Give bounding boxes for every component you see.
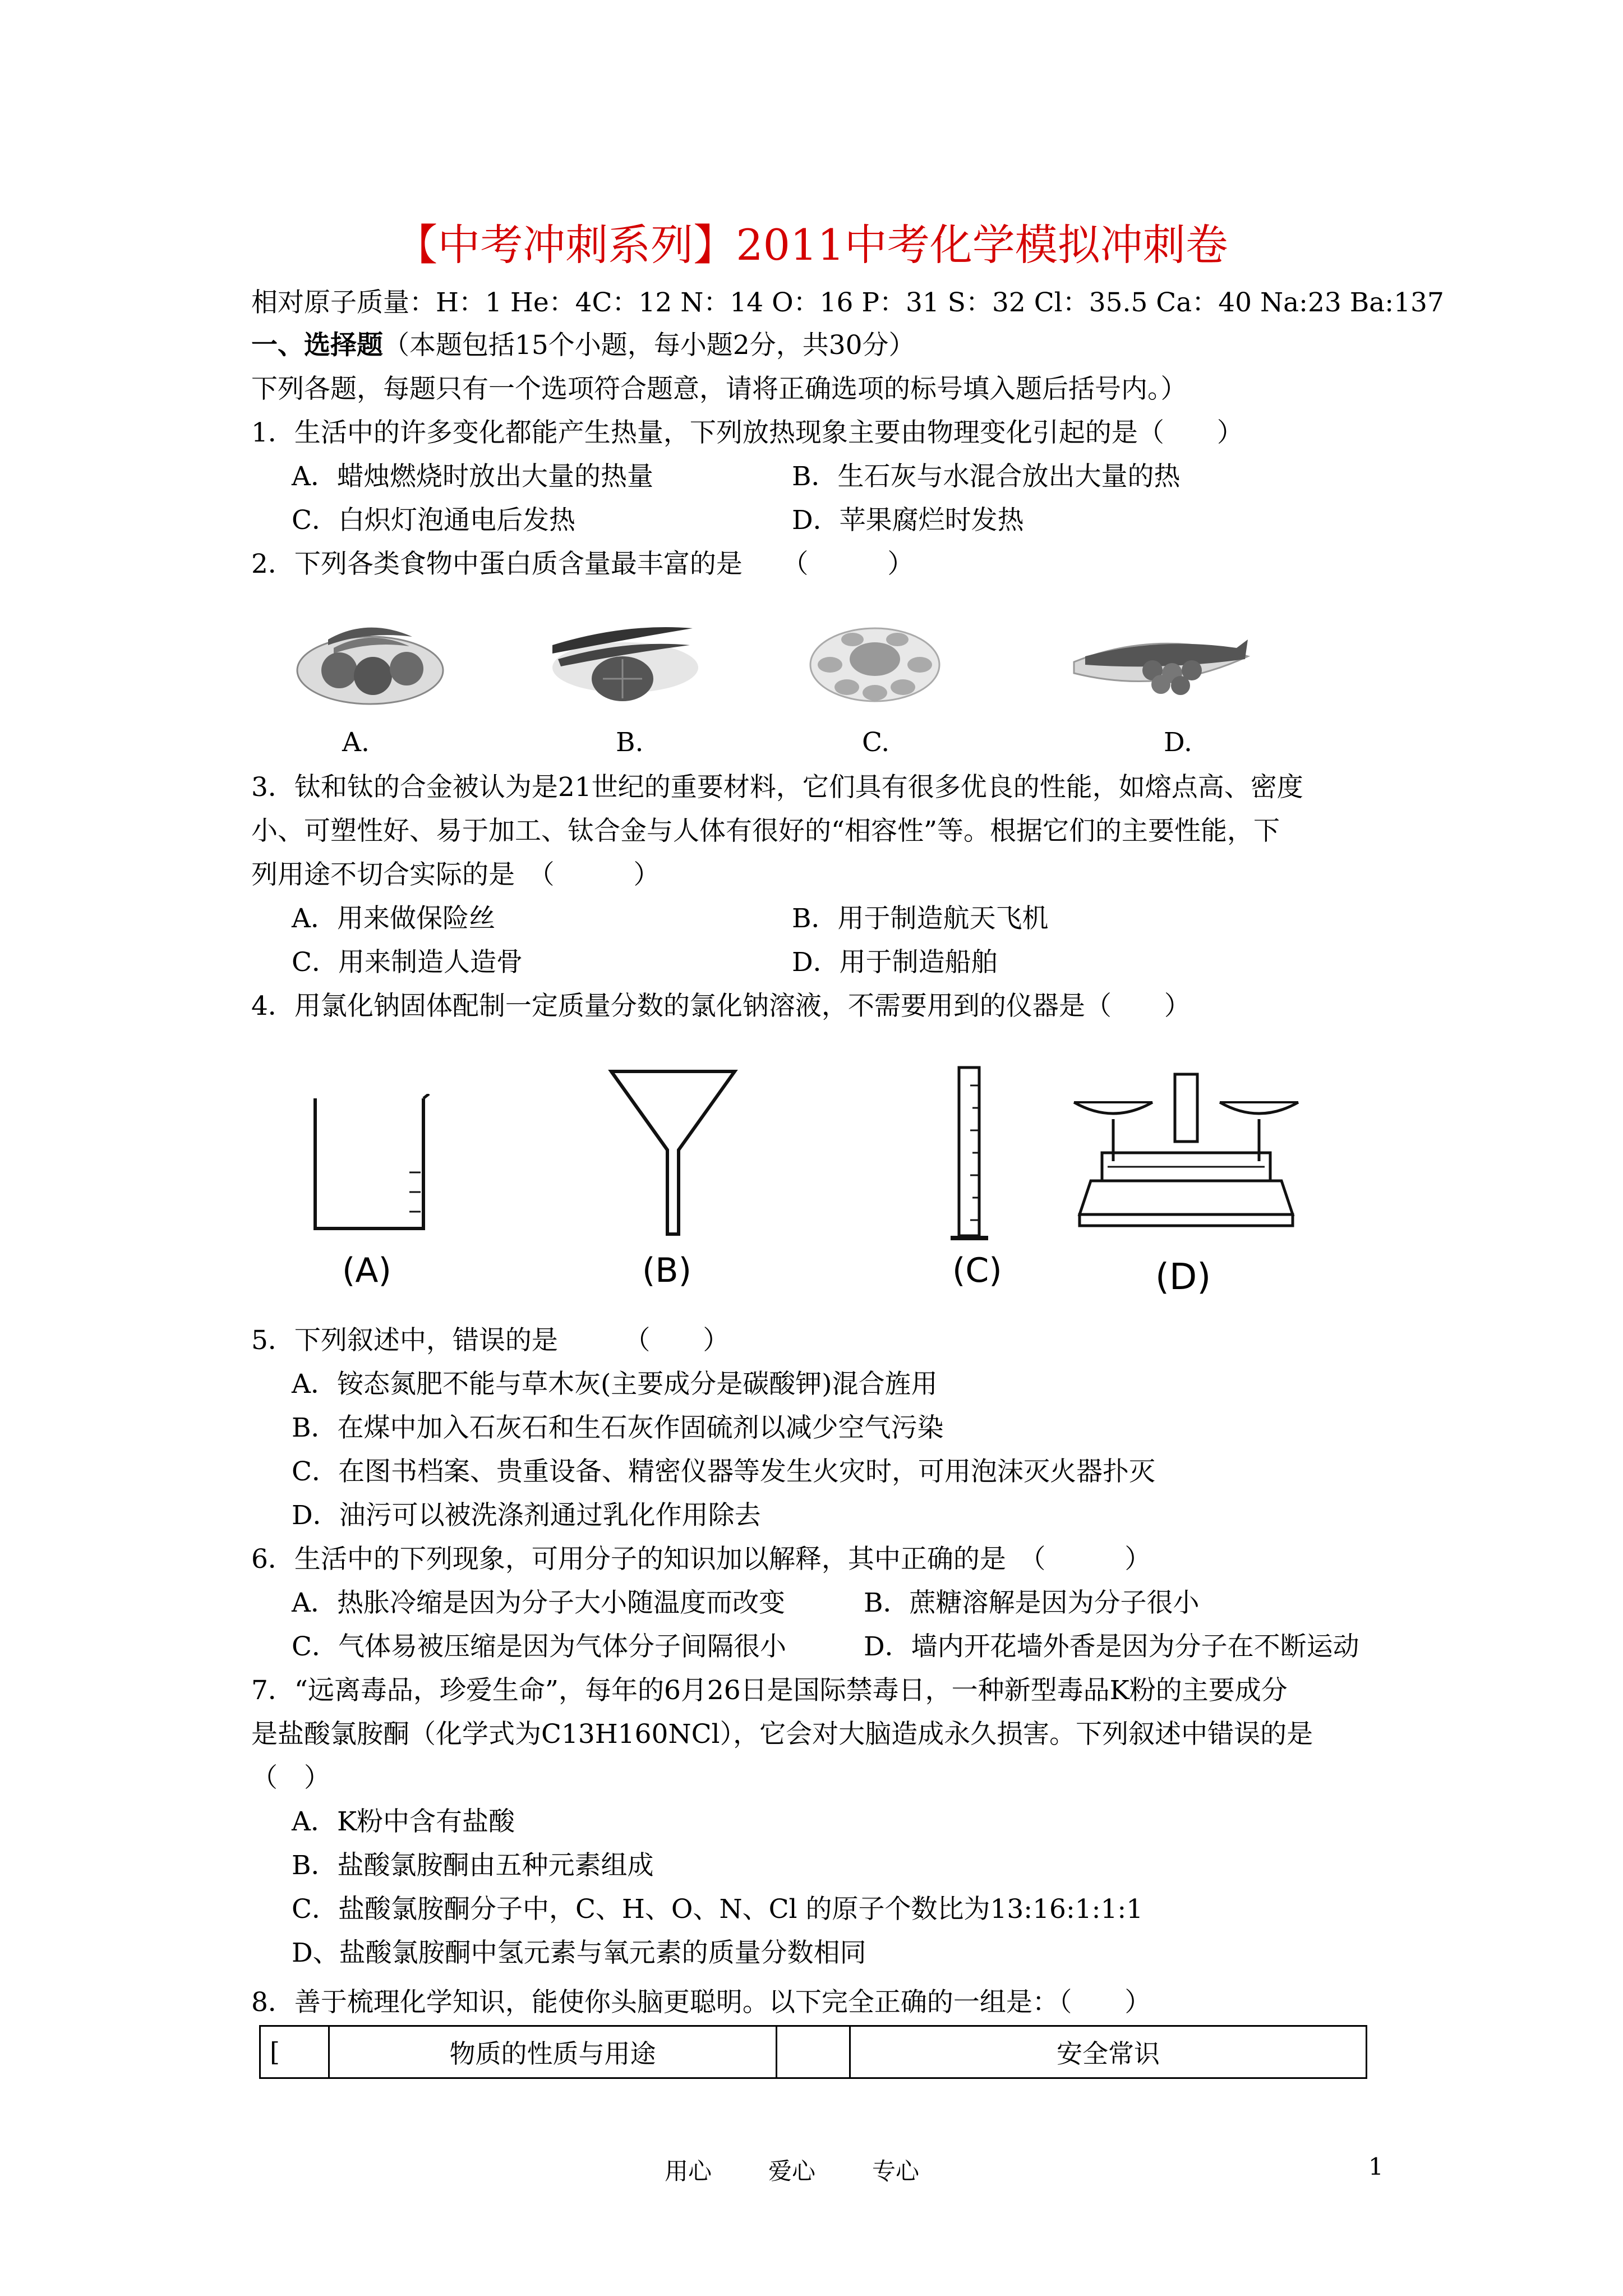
graduated-cylinder-icon — [948, 1063, 993, 1248]
funnel-icon — [606, 1066, 740, 1240]
section-heading — [251, 329, 915, 362]
q4-label-a: (A) — [342, 1251, 391, 1290]
q3-line-2: 小、可塑性好、易于加工、钛合金与人体有很好的“相容性”等。根据它们的主要性能，下 — [251, 816, 1280, 846]
section-note: （本题包括15个小题，每小题2分，共30分） — [383, 330, 915, 361]
q7-line-3: （ ） — [251, 1763, 330, 1793]
q1-option-c: C．白炽灯泡通电后发热 — [292, 505, 575, 536]
table-cell: [ — [260, 2026, 329, 2078]
q7-line-2: 是盐酸氯胺酮（化学式为C13H160NCl），它会对大脑造成永久损害。下列叙述中错误的是 — [251, 1719, 1313, 1750]
q6-option-a: A．热胀冷缩是因为分子大小随温度而改变 — [292, 1588, 785, 1618]
q5-option-a: A．铵态氮肥不能与草木灰(主要成分是碳酸钾)混合旌用 — [292, 1369, 938, 1400]
q7-option-c: C．盐酸氯胺酮分子中，C、H、O、N、Cl 的原子个数比为13:16:1:1:1 — [292, 1894, 1144, 1925]
q2-label-b: B. — [616, 727, 644, 758]
rice-eggs-plate-icon — [808, 611, 942, 707]
q5-option-b: B．在煤中加入石灰石和生石灰作固硫剂以减少空气污染 — [292, 1412, 944, 1443]
atomic-mass-line: 相对原子质量：H：1 He：4C：12 N：14 O：16 P：31 S：32 Cl：35.5 Ca：40 Na:23 Ba:137 — [251, 287, 1444, 318]
q2-label-c: C. — [862, 727, 890, 758]
q3-option-b: B．用于制造航天飞机 — [792, 903, 1049, 934]
q1-option-b: B．生石灰与水混合放出大量的热 — [792, 461, 1181, 492]
table-cell: 物质的性质与用途 — [329, 2026, 777, 2078]
q4-label-b: (B) — [642, 1251, 691, 1290]
q1-option-d: D．苹果腐烂时发热 — [792, 505, 1024, 536]
page-title: 【中考冲刺系列】2011中考化学模拟冲刺卷 — [395, 220, 1228, 270]
table-cell — [777, 2026, 850, 2078]
table-cell: 安全常识 — [850, 2026, 1367, 2078]
footer-motto-2: 爱心 — [768, 2157, 816, 2185]
q8-table — [259, 2025, 1367, 2079]
q5-stem: 5．下列叙述中，错误的是 （ ） — [251, 1325, 730, 1356]
section-instruction: 下列各题，每题只有一个选项符合题意，请将正确选项的标号填入题后括号内。） — [251, 374, 1187, 404]
q3-line-1: 3．钛和钛的合金被认为是21世纪的重要材料，它们具有很多优良的性能，如熔点高、密度 — [251, 772, 1303, 803]
q2-label-d: D. — [1164, 727, 1192, 758]
section-title: 一、选择题 — [251, 330, 383, 361]
q2-label-a: A. — [342, 727, 370, 758]
q3-line-3: 列用途不切合实际的是 （ ） — [251, 859, 660, 890]
q4-stem: 4．用氯化钠固体配制一定质量分数的氯化钠溶液，不需要用到的仪器是（ ） — [251, 991, 1191, 1022]
q3-option-c: C．用来制造人造骨 — [292, 947, 523, 978]
q4-label-d: (D) — [1155, 1257, 1211, 1298]
q7-option-a: A．K粉中含有盐酸 — [292, 1806, 515, 1837]
q7-option-d: D、盐酸氯胺酮中氢元素与氧元素的质量分数相同 — [292, 1938, 866, 1968]
q6-option-b: B．蔗糖溶解是因为分子很小 — [864, 1588, 1200, 1618]
fish-eggs-plate-icon — [1068, 617, 1253, 701]
fruit-plate-icon — [294, 606, 446, 707]
q1-stem: 1．生活中的许多变化都能产生热量，下列放热现象主要由物理变化引起的是（ ） — [251, 417, 1243, 448]
q3-option-a: A．用来做保险丝 — [292, 903, 495, 934]
q2-stem: 2．下列各类食物中蛋白质含量最丰富的是 （ ） — [251, 549, 914, 579]
q4-label-c: (C) — [952, 1251, 1002, 1290]
footer-motto-1: 用心 — [665, 2157, 712, 2185]
footer-motto-3: 专心 — [872, 2157, 920, 2185]
table-row — [260, 2026, 1367, 2078]
q7-line-1: 7．“远离毒品，珍爱生命”，每年的6月26日是国际禁毒日，一种新型毒品K粉的主要成分 — [251, 1675, 1288, 1706]
q6-option-d: D．墙内开花墙外香是因为分子在不断运动 — [864, 1631, 1359, 1662]
q6-stem: 6．生活中的下列现象，可用分子的知识加以解释，其中正确的是 （ ） — [251, 1544, 1151, 1575]
fish-sweet-potato-icon — [541, 600, 704, 707]
q5-option-c: C．在图书档案、贵重设备、精密仪器等发生火灾时，可用泡沫灭火器扑灭 — [292, 1456, 1155, 1487]
balance-scale-icon — [1068, 1063, 1304, 1243]
q7-option-b: B．盐酸氯胺酮由五种元素组成 — [292, 1850, 654, 1881]
page-number: 1 — [1368, 2153, 1384, 2180]
q3-option-d: D．用于制造船舶 — [792, 947, 998, 978]
q5-option-d: D．油污可以被洗涤剂通过乳化作用除去 — [292, 1500, 761, 1531]
beaker-icon — [308, 1094, 432, 1234]
q1-option-a: A．蜡烛燃烧时放出大量的热量 — [292, 461, 653, 492]
q6-option-c: C．气体易被压缩是因为气体分子间隔很小 — [292, 1631, 786, 1662]
q8-stem: 8．善于梳理化学知识，能使你头脑更聪明。以下完全正确的一组是：（ ） — [251, 1987, 1151, 2018]
